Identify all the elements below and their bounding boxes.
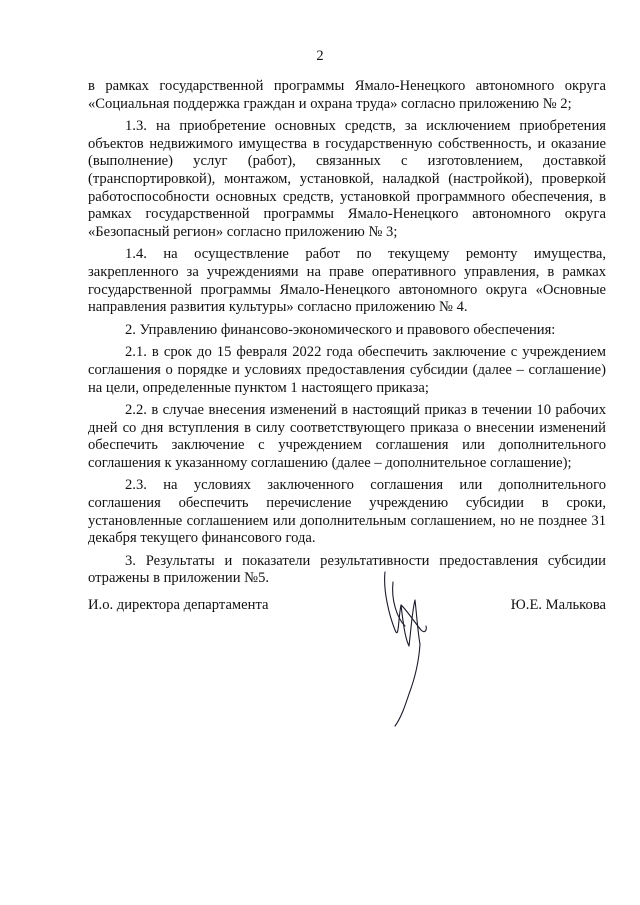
page-number: 2: [316, 48, 324, 64]
handwritten-signature-icon: [365, 560, 455, 730]
paragraph-3: 3. Результаты и показатели результативности предоставления субсидии отражены в приложении №5.: [88, 552, 606, 587]
signer-name: Ю.Е. Малькова: [510, 597, 606, 613]
signer-position: И.о. директора департамента: [88, 597, 269, 613]
paragraph-1-2-continuation: в рамках государственной программы Ямало-Ненецкого автономного округа «Социальная поддержка граждан и охрана труда» согласно приложению № 2;: [88, 78, 606, 112]
paragraph-1-4: 1.4. на осуществление работ по текущему ремонту имущества, закрепленного за учреждениями на праве оперативного управления, в рамках государственной программы Ямало-Ненецкого автономного округа «Основные направления развития культуры» согласно приложению № 4.: [88, 246, 606, 316]
paragraph-1-3: 1.3. на приобретение основных средств, за исключением приобретения объектов недвижимого имущества в государственную собственность, и оказание (выполнение) услуг (работ), связанных с изготовлением, доставкой (транспортировкой), монтажом, установкой, наладкой (настройкой), проверкой работоспособности основных средств, установкой программного обеспечения, в рамках государственной программы Ямало-Ненецкого автономного округа «Безопасный регион» согласно приложению № 3;: [88, 118, 606, 240]
paragraph-2: 2. Управлению финансово-экономического и правового обеспечения:: [125, 321, 556, 338]
paragraph-2-3: 2.3. на условиях заключенного соглашения или дополнительного соглашения обеспечить перечисление учреждению субсидии в сроки, установленные соглашением или дополнительным соглашением, но не позднее 31 декабря текущего финансового года.: [88, 477, 606, 547]
paragraph-2-1: 2.1. в срок до 15 февраля 2022 года обеспечить заключение с учреждением соглашения о порядке и условиях предоставления субсидии (далее – соглашение) на цели, определенные пунктом 1 настоящего приказа;: [88, 344, 606, 396]
document-body: [88, 78, 606, 588]
paragraph-2-2: 2.2. в случае внесения изменений в настоящий приказ в течении 10 рабочих дней со дня вступления в силу соответствующего приказа о внесении изменений обеспечить заключение с учреждением соглашения или дополнительного соглашения к указанному соглашению (далее – дополнительное соглашение);: [88, 402, 606, 471]
signature-block: [88, 597, 606, 615]
